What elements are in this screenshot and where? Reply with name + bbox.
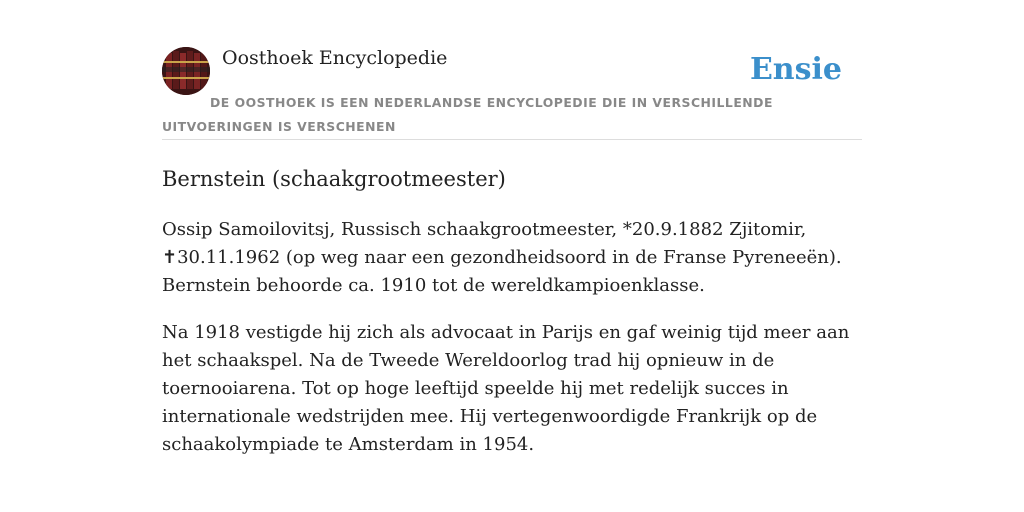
site-title[interactable]: Oosthoek Encyclopedie xyxy=(222,47,448,69)
site-header xyxy=(162,46,862,140)
article-paragraph: Ossip Samoilovitsj, Russisch schaakgrootmeester, *20.9.1882 Zjitomir, ✝30.11.1962 (op weg naar een gezondheidsoord in de Franse Pyreneeën). Bernstein behoorde ca. 1910 tot de wereldkampioenklasse. xyxy=(162,219,842,296)
article-paragraph: Na 1918 vestigde hij zich als advocaat in Parijs en gaf weinig tijd meer aan het schaakspel. Na de Tweede Wereldoorlog trad hij opnieuw in de toernooiarena. Tot op hoge leeftijd speelde hij met redelijk succes in internationale wedstrijden mee. Hij vertegenwoordigde Frankrijk op de schaakolympiade te Amsterdam in 1954. xyxy=(162,322,850,455)
article-body xyxy=(162,216,862,478)
encyclopedia-books-icon[interactable] xyxy=(162,47,210,95)
article-title: Bernstein (schaakgrootmeester) xyxy=(162,167,506,191)
site-tagline: DE OOSTHOEK IS EEN NEDERLANDSE ENCYCLOPEDIE DIE IN VERSCHILLENDE UITVOERINGEN IS VERSCHENEN xyxy=(162,95,773,134)
brand-logo[interactable]: Ensie xyxy=(749,52,842,87)
